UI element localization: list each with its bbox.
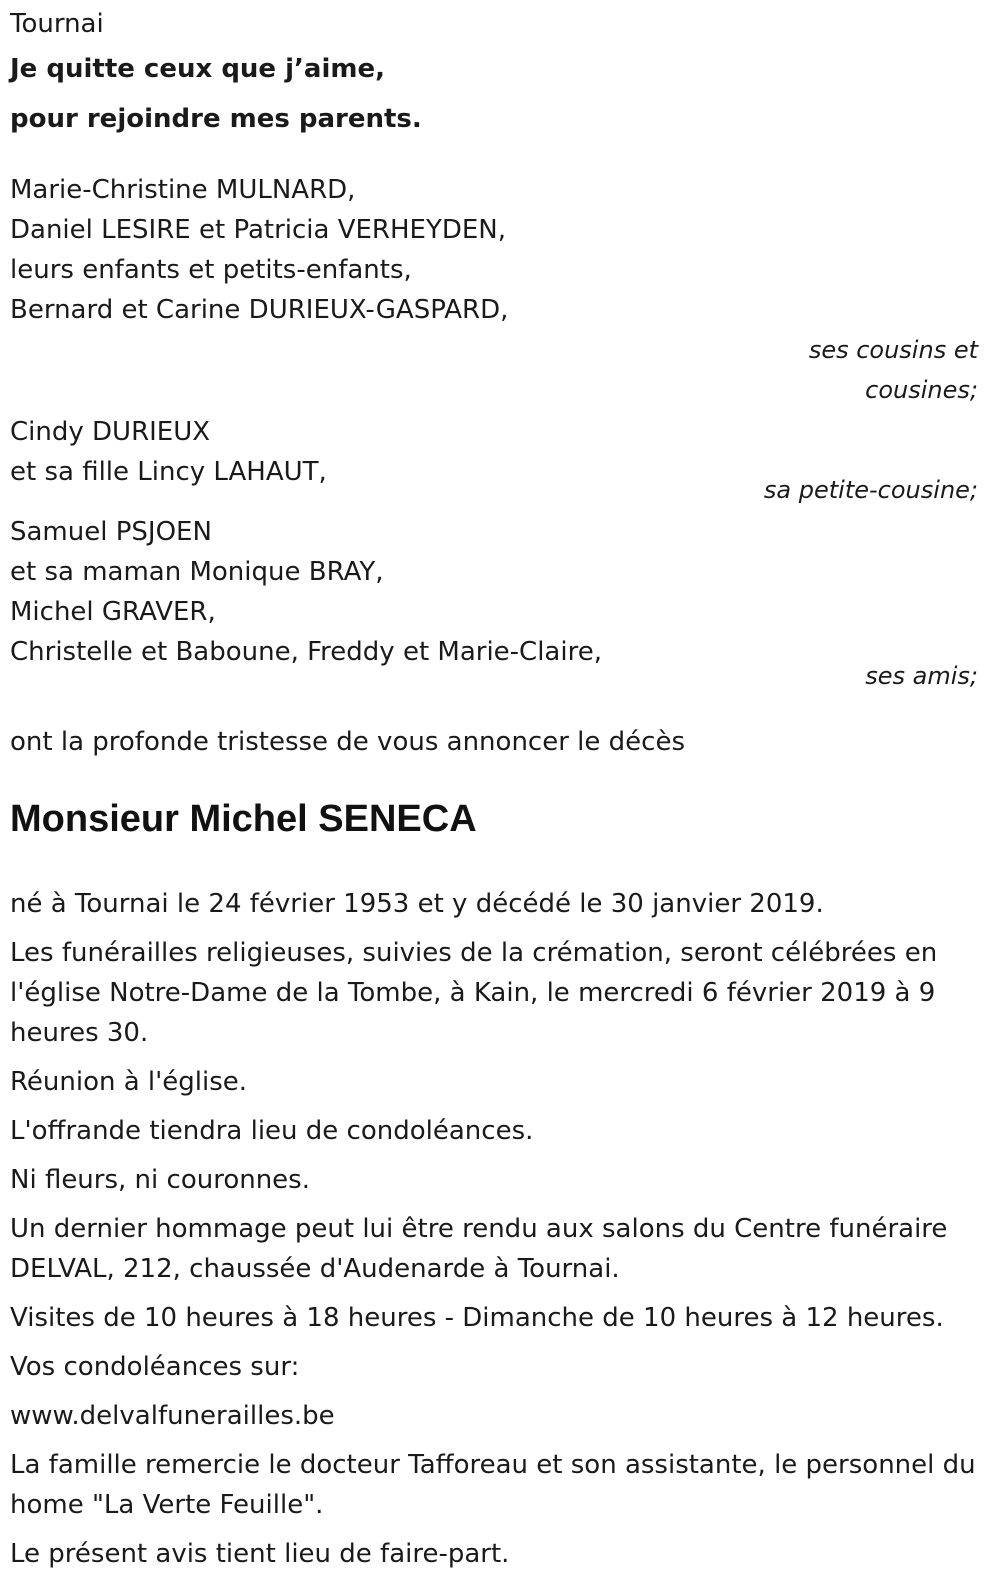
family-amis-block (10, 512, 978, 696)
announcement-text: ont la profonde tristesse de vous annoncer le décès (10, 727, 685, 757)
obituary-notice (10, 0, 978, 1574)
family-name: Samuel PSJOEN (10, 517, 212, 547)
family-cousins-block (10, 170, 978, 410)
funeral-details (10, 884, 978, 1574)
family-name: et sa maman Monique BRAY, (10, 557, 384, 587)
quote-line-1: Je quitte ceux que j’aime, (10, 54, 385, 84)
closing-paragraph: La famille remercie le docteur Tafforeau et son assistante, le personnel du home "La Verte Feuille". (10, 1450, 976, 1520)
website-link-text[interactable]: www.delvalfunerailles.be (10, 1401, 335, 1431)
deceased-name: Monsieur Michel SENECA (10, 798, 477, 840)
detail-paragraph: Un dernier hommage peut lui être rendu aux salons du Centre funéraire DELVAL, 212, chaussée d'Audenarde à Tournai. (10, 1214, 948, 1284)
website-link[interactable] (10, 1396, 978, 1436)
family-name: Marie-Christine MULNARD, (10, 175, 356, 205)
family-name: Daniel LESIRE et Patricia VERHEYDEN, (10, 215, 507, 245)
detail-paragraph: Visites de 10 heures à 18 heures - Dimanche de 10 heures à 12 heures. (10, 1303, 944, 1333)
detail-paragraph: Réunion à l'église. (10, 1067, 248, 1097)
relation-label: cousines; (865, 376, 978, 404)
family-name: Cindy DURIEUX (10, 417, 211, 447)
detail-paragraph: Ni fleurs, ni couronnes. (10, 1165, 310, 1195)
relation-label: sa petite-cousine; (763, 476, 978, 504)
city-heading: Tournai (10, 9, 104, 39)
closing-paragraph: Le présent avis tient lieu de faire-part. (10, 1539, 510, 1569)
detail-paragraph: L'offrande tiendra lieu de condoléances. (10, 1116, 534, 1146)
family-name: Christelle et Baboune, Freddy et Marie-Claire, (10, 637, 602, 667)
detail-paragraph: Vos condoléances sur: (10, 1352, 300, 1382)
family-name: Bernard et Carine DURIEUX-GASPARD, (10, 295, 509, 325)
detail-paragraph: né à Tournai le 24 février 1953 et y décédé le 30 janvier 2019. (10, 889, 824, 919)
detail-paragraph: Les funérailles religieuses, suivies de la crémation, seront célébrées en l'église Notre-Dame de la Tombe, à Kain, le mercredi 6 février 2019 à 9 heures 30. (10, 938, 938, 1048)
family-petite-cousine-block (10, 412, 978, 510)
family-name: et sa fille Lincy LAHAUT, (10, 457, 327, 487)
family-name: leurs enfants et petits-enfants, (10, 255, 412, 285)
quote-line-2: pour rejoindre mes parents. (10, 104, 422, 134)
family-name: Michel GRAVER, (10, 597, 216, 627)
relation-label: ses cousins et (808, 336, 978, 364)
relation-label: ses amis; (865, 662, 978, 690)
